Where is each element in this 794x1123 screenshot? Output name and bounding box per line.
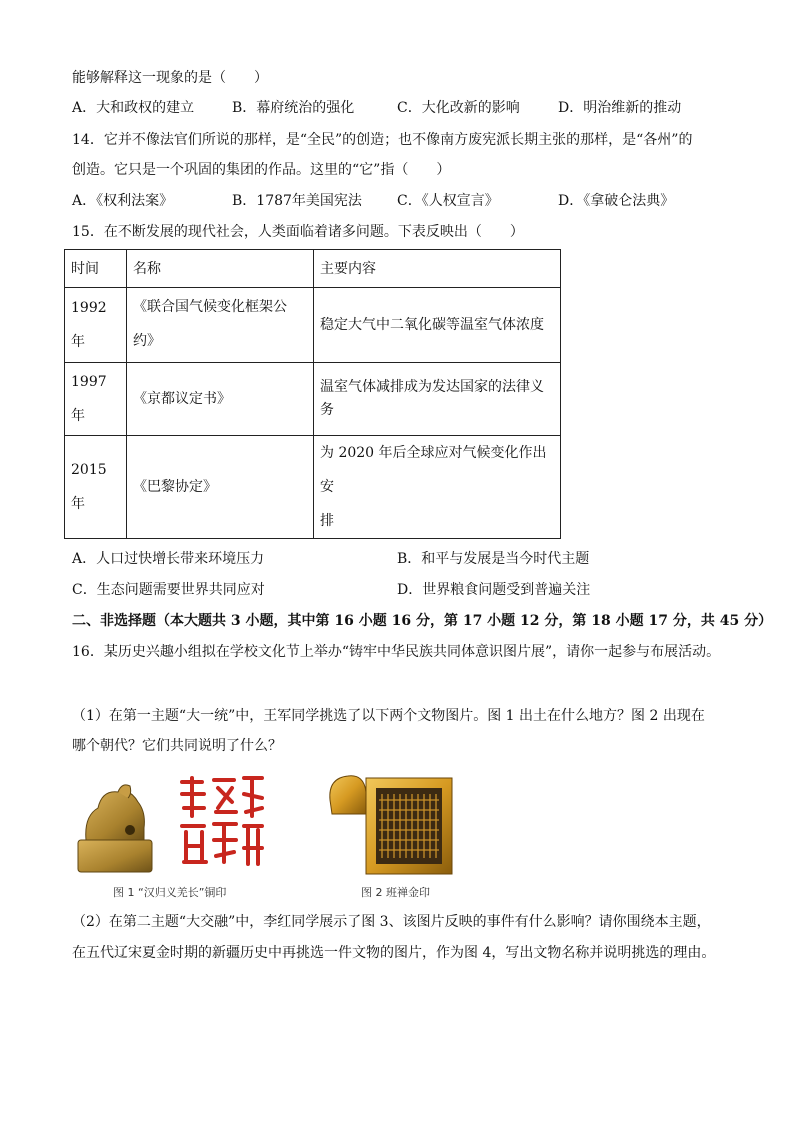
content-line: 温室气体减排成为发达国家的法律义	[320, 379, 544, 395]
q15-table	[64, 249, 561, 539]
figure-1-caption: 图 1 “汉归义羌长”铜印	[113, 886, 227, 899]
time-year: 2015	[71, 462, 107, 478]
section-title: 二、非选择题（本大题共 3 小题，其中第 16 小题 16 分，第 17 小题 12 分，第 18 小题 17 分，共 45 分）	[72, 613, 773, 629]
time-suffix: 年	[71, 334, 85, 350]
table-header-row	[65, 250, 561, 288]
table-cell-content	[314, 363, 561, 436]
q16-part1-line1: （1）在第一主题“大一统”中，王军同学挑选了以下两个文物图片。图 1 出土在什么地方？图 2 出现在	[72, 708, 705, 724]
q14-option-c: C．《人权宣言》	[397, 193, 499, 209]
table-header-time: 时间	[65, 250, 127, 288]
time-year: 1997	[71, 374, 107, 390]
table-cell-name: 《京都议定书》	[127, 363, 314, 436]
content-line: 为 2020 年后全球应对气候变化作出安	[320, 445, 547, 495]
content-line: 排	[320, 513, 334, 529]
q15-stem: 15．在不断发展的现代社会，人类面临着诸多问题。下表反映出（ ）	[72, 224, 524, 240]
q14-option-a: A．《权利法案》	[72, 193, 174, 209]
time-year: 1992	[71, 300, 107, 316]
table-header-name: 名称	[127, 250, 314, 288]
q15-option-b: B．和平与发展是当今时代主题	[397, 551, 590, 567]
q16-part2-line1: （2）在第二主题“大交融”中，李红同学展示了图 3、该图片反映的事件有什么影响？请你围绕本主题，	[72, 914, 711, 930]
content-line: 稳定大气中二氧化碳等温室气体浓度	[320, 317, 544, 333]
table-row	[65, 436, 561, 539]
table-row	[65, 363, 561, 436]
q15-option-a: A．人口过快增长带来环境压力	[72, 551, 265, 567]
table-cell-name: 《联合国气候变化框架公约》	[127, 288, 314, 363]
q16-part1-line2: 哪个朝代？它们共同说明了什么？	[72, 738, 282, 754]
table-cell-content	[314, 436, 561, 539]
q13-stem-tail: 能够解释这一现象的是（ ）	[72, 70, 268, 86]
figure-2-caption: 图 2 班禅金印	[361, 886, 430, 899]
q14-stem-line2: 创造。它只是一个巩固的集团的作品。这里的“它”指（ ）	[72, 162, 451, 178]
table-cell-time	[65, 436, 127, 539]
figure-1-bronze-seal-image	[72, 768, 272, 878]
table-cell-content	[314, 288, 561, 363]
q15-option-d: D．世界粮食问题受到普遍关注	[397, 582, 591, 598]
figure-2-golden-seal-image	[326, 770, 456, 878]
time-suffix: 年	[71, 408, 85, 424]
q13-option-a: A．大和政权的建立	[72, 100, 195, 116]
q14-option-d: D．《拿破仑法典》	[558, 193, 675, 209]
q16-part2-line2: 在五代辽宋夏金时期的新疆历史中再挑选一件文物的图片，作为图 4，写出文物名称并说明挑选的理由。	[72, 945, 716, 961]
table-cell-time	[65, 363, 127, 436]
q14-option-b: B．1787年美国宪法	[232, 193, 362, 209]
time-suffix: 年	[71, 496, 85, 512]
content-line: 务	[320, 402, 334, 418]
table-header-content: 主要内容	[314, 250, 561, 288]
q13-option-b: B．幕府统治的强化	[232, 100, 355, 116]
table-row	[65, 288, 561, 363]
table-cell-time	[65, 288, 127, 363]
q13-option-c: C．大化改新的影响	[397, 100, 520, 116]
table-cell-name: 《巴黎协定》	[127, 436, 314, 539]
q16-stem: 16．某历史兴趣小组拟在学校文化节上举办“铸牢中华民族共同体意识图片展”，请你一起参与布展活动。	[72, 644, 721, 660]
q13-option-d: D．明治维新的推动	[558, 100, 682, 116]
q15-option-c: C．生态问题需要世界共同应对	[72, 582, 265, 598]
q14-stem-line1: 14．它并不像法官们所说的那样，是“全民”的创造；也不像南方废宪派长期主张的那样，是“各州”的	[72, 132, 693, 148]
